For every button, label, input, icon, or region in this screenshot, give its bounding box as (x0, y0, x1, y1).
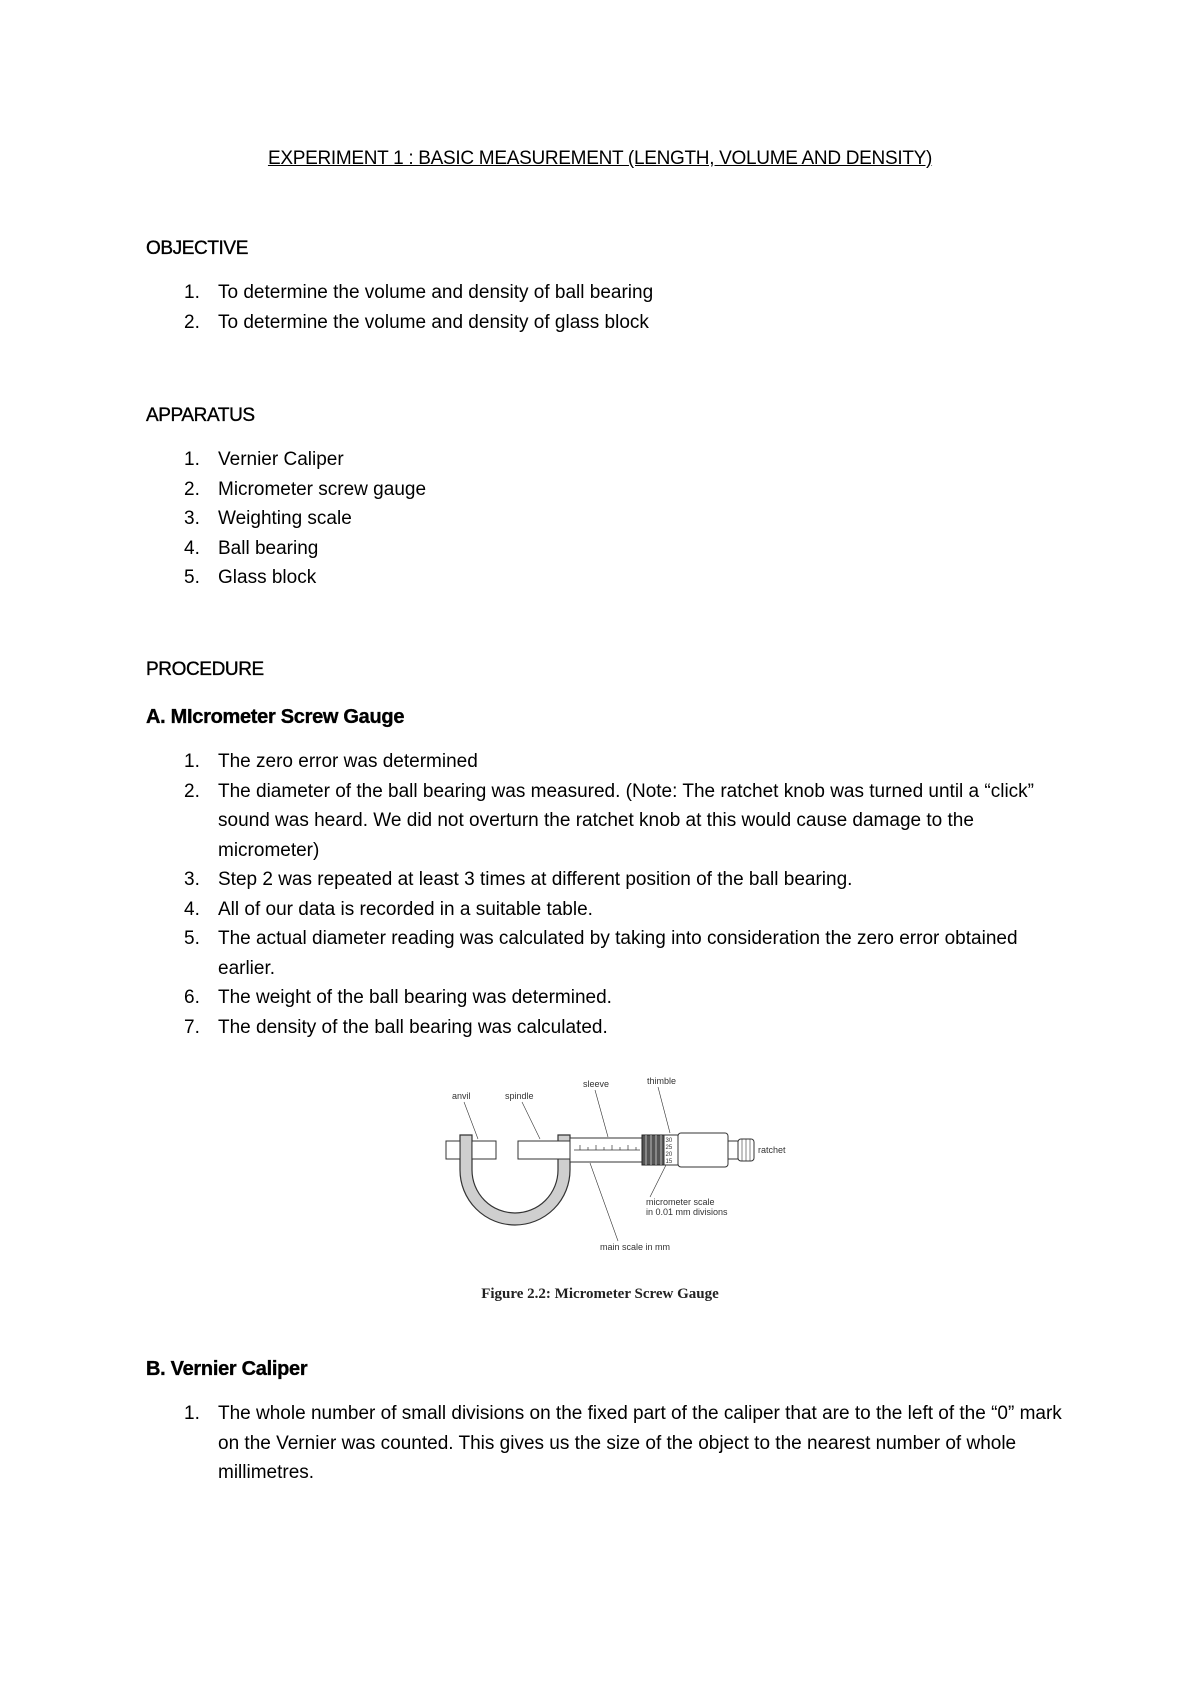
apparatus-list (146, 445, 1076, 593)
procedure-heading: PROCEDURE (146, 659, 264, 680)
list-item (146, 777, 1076, 866)
list-text: The diameter of the ball bearing was measured. (Note: The ratchet knob was turned until a “click” sound was heard. We did not overturn the ratchet knob at this would cause damage to the micrometer) (218, 780, 1034, 861)
list-text: Vernier Caliper (218, 449, 344, 470)
micrometer-scale-divisions-label: in 0.01 mm divisions (646, 1207, 728, 1217)
thimble-tick-label: 25 (665, 1145, 673, 1151)
list-item (146, 278, 1076, 308)
list-item (146, 865, 1076, 895)
thimble-tick-label: 20 (665, 1152, 673, 1158)
list-text: The weight of the ball bearing was determined. (218, 987, 612, 1008)
thimble-tick-label: 15 (665, 1159, 673, 1165)
list-item (146, 1399, 1076, 1488)
list-number: 2. (184, 478, 200, 500)
list-text: Ball bearing (218, 537, 319, 559)
list-item (146, 563, 1076, 593)
list-number: 6. (184, 987, 200, 1008)
list-text: To determine the volume and density of ball bearing (218, 282, 654, 303)
list-item (146, 895, 1076, 925)
list-number: 1. (184, 449, 200, 470)
apparatus-section (146, 405, 1076, 593)
list-text: All of our data is recorded in a suitable table. (218, 898, 593, 920)
thimble-tick-label: 30 (665, 1138, 673, 1144)
list-text: The zero error was determined (218, 751, 478, 772)
anvil-shape (446, 1141, 460, 1159)
list-text: The actual diameter reading was calculated by taking into consideration the zero error obtained earlier. (218, 928, 1018, 979)
list-item (146, 983, 1076, 1013)
list-text: To determine the volume and density of glass block (218, 311, 649, 333)
list-number: 2. (184, 311, 200, 333)
list-number: 5. (184, 567, 200, 588)
vernier-section (146, 1358, 1076, 1488)
list-item (146, 924, 1076, 983)
thimble-body-shape (678, 1133, 728, 1167)
list-number: 7. (184, 1016, 200, 1038)
objective-list (146, 278, 1076, 337)
document-title: EXPERIMENT 1 : BASIC MEASUREMENT (LENGTH, VOLUME AND DENSITY) (267, 148, 933, 169)
list-number: 1. (184, 751, 200, 772)
procedure-section (146, 659, 1076, 681)
list-text: Micrometer screw gauge (218, 478, 427, 500)
sleeve-label: sleeve (583, 1079, 610, 1089)
spindle-shape (518, 1141, 570, 1159)
anvil-face-shape (472, 1141, 496, 1159)
list-number: 2. (184, 780, 200, 802)
micrometer-section (146, 706, 1076, 1042)
micrometer-heading: A. MIcrometer Screw Gauge (146, 706, 405, 728)
figure-caption: Figure 2.2: Micrometer Screw Gauge (481, 1286, 719, 1302)
list-text: Weighting scale (218, 508, 352, 529)
vernier-steps (146, 1399, 1076, 1488)
list-number: 3. (184, 869, 200, 890)
ratchet-neck-shape (728, 1141, 738, 1159)
list-text: Glass block (218, 567, 317, 588)
list-number: 4. (184, 898, 200, 920)
list-text: The whole number of small divisions on the fixed part of the caliper that are to the left of the “0” mark on the Vernier was counted. This gives us the size of the object to the nearest number of whole millimetres. (218, 1403, 1062, 1483)
list-text: Step 2 was repeated at least 3 times at different position of the ball bearing. (218, 869, 853, 890)
list-item (146, 504, 1076, 534)
list-number: 3. (184, 508, 200, 529)
micrometer-figure (440, 1075, 820, 1260)
list-item (146, 1013, 1076, 1043)
list-item (146, 445, 1076, 475)
micrometer-steps (146, 747, 1076, 1042)
list-number: 1. (184, 1403, 200, 1424)
list-item (146, 308, 1076, 338)
main-scale-label: main scale in mm (600, 1242, 671, 1252)
list-item (146, 747, 1076, 777)
list-number: 1. (184, 282, 200, 303)
micrometer-scale-label: micrometer scale (646, 1197, 715, 1207)
anvil-label: anvil (452, 1091, 471, 1101)
apparatus-heading: APPARATUS (146, 405, 255, 426)
thimble-label: thimble (647, 1076, 677, 1086)
list-item (146, 534, 1076, 564)
ratchet-label: ratchet (758, 1145, 786, 1155)
list-number: 5. (184, 928, 200, 949)
objective-section (146, 238, 1076, 337)
list-item (146, 475, 1076, 505)
vernier-heading: B. Vernier Caliper (146, 1358, 308, 1380)
spindle-label: spindle (505, 1091, 534, 1101)
list-text: The density of the ball bearing was calculated. (218, 1016, 608, 1038)
objective-heading: OBJECTIVE (146, 238, 248, 259)
list-number: 4. (184, 537, 200, 559)
